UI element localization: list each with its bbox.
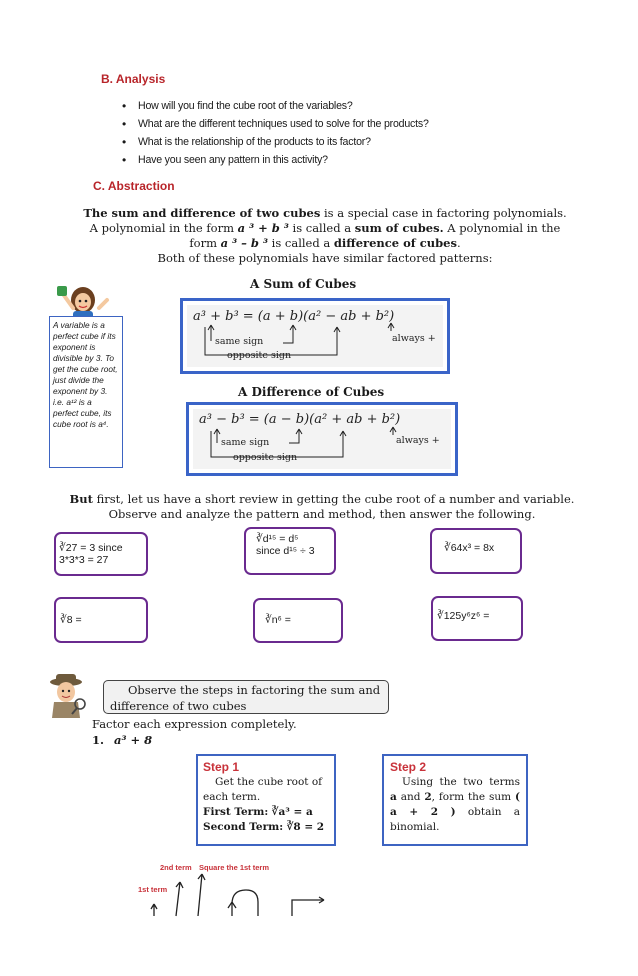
cube-root-exercise-box[interactable]: [253, 598, 343, 643]
analysis-question-list: [120, 97, 480, 169]
step-2-title: Step 2: [390, 760, 427, 774]
difference-of-cubes-formula-card: [186, 402, 458, 476]
abstraction-text: is called a: [288, 221, 355, 235]
item-number: 1.: [92, 733, 105, 747]
difference-form-formula: a ³ – b ³: [220, 236, 268, 250]
sum-of-cubes-title: A Sum of Cubes: [250, 277, 357, 291]
review-line-1: [52, 492, 592, 507]
first-term-label: First Term:: [203, 806, 269, 818]
sum-formula-image: [187, 305, 443, 367]
abstraction-line-4: Both of these polynomials have similar factored patterns:: [157, 251, 493, 265]
first-term-label: 1st term: [138, 885, 168, 894]
exercise-line: ∛125y⁶z⁶ =: [437, 610, 490, 622]
review-bold-word: But: [69, 492, 93, 506]
always-plus-label: always +: [392, 333, 436, 344]
always-plus-label: always +: [396, 435, 440, 446]
sum-of-cubes-formula-card: [180, 298, 450, 374]
example-line: ∛d¹⁵ = d⁵: [256, 533, 299, 545]
example-line: 3*3*3 = 27: [59, 554, 109, 566]
step-1-body: Get the cube root of each term.: [203, 776, 323, 803]
perfect-cube-note: A variable is a perfect cube if its exponent is divisible by 3. To get the cube root, just divide the exponent by 3. i.e. a¹² is a perfect cube, its cube root is a⁴.: [49, 316, 123, 468]
opposite-sign-label: opposite sign: [233, 452, 298, 463]
review-paragraph: [52, 492, 592, 522]
item-expression: a³ + 8: [114, 733, 153, 747]
second-term-label: Second Term:: [203, 821, 284, 833]
exercise-line: ∛8 =: [60, 614, 82, 626]
abstraction-text: is called a: [268, 236, 334, 250]
factoring-arrows-diagram: [140, 868, 340, 918]
sum-of-cubes-term: sum of cubes.: [354, 221, 444, 235]
same-sign-label: same sign: [221, 437, 270, 448]
abstraction-line-3: [60, 236, 590, 251]
first-term-line: [203, 805, 329, 820]
abstraction-heading: C. Abstraction: [93, 179, 175, 193]
step-2-body: [390, 775, 520, 835]
abstraction-text: A polynomial in the form: [89, 221, 238, 235]
opposite-sign-label: opposite sign: [227, 350, 292, 361]
sum-form-formula: a ³ + b ³: [237, 221, 289, 235]
analysis-question: • What are the different techniques used to solve for the products?: [120, 115, 480, 133]
step-2-text: obtain a binomial.: [390, 806, 520, 833]
step-2-text: , form the sum: [431, 791, 516, 803]
steps-callout: Observe the steps in factoring the sum and difference of two cubes: [103, 680, 389, 714]
abstraction-line-1: [60, 206, 590, 221]
abstraction-text: is a special case in factoring polynomials.: [320, 206, 567, 220]
step-2-text: Using the two terms: [402, 776, 520, 788]
sum-formula: a³ + b³ = (a + b)(a² − ab + b²): [193, 309, 395, 324]
cube-root-example-box: [54, 532, 148, 576]
cube-root-example-box: [430, 528, 522, 574]
example-line: ∛64x³ = 8x: [444, 542, 495, 554]
step-2-text: and: [396, 791, 425, 803]
analysis-question: • How will you find the cube root of the variables?: [120, 97, 480, 115]
abstraction-text: A polynomial in the: [443, 221, 561, 235]
example-line: ∛27 = 3 since: [59, 542, 123, 554]
square-first-term-label: Square the 1st term: [199, 863, 270, 872]
factor-instruction: Factor each expression completely.: [92, 717, 297, 731]
step-1-card: [196, 754, 336, 846]
abstraction-line-2: [60, 221, 590, 236]
abstraction-bold-phrase: The sum and difference of two cubes: [83, 206, 321, 220]
difference-of-cubes-title: A Difference of Cubes: [238, 385, 385, 399]
exercise-line: ∛n⁶ =: [265, 614, 291, 626]
step-2-term: 2: [424, 791, 432, 803]
second-term-line: [203, 820, 329, 835]
difference-of-cubes-term: difference of cubes: [333, 236, 457, 250]
step-2-card: [382, 754, 528, 846]
step-2-binomial: ( a + 2 ): [390, 791, 520, 818]
cube-root-example-box: [244, 527, 336, 575]
difference-formula: a³ − b³ = (a − b)(a² + ab + b²): [199, 412, 401, 427]
review-line-2: Observe and analyze the pattern and method, then answer the following.: [108, 507, 536, 521]
first-term-expression: ∛a³ = a: [271, 806, 313, 818]
review-text: first, let us have a short review in getting the cube root of a number and variable.: [92, 492, 575, 506]
cube-root-exercise-box[interactable]: [54, 597, 148, 643]
difference-formula-image: [193, 409, 451, 469]
analysis-question: • What is the relationship of the products to its factor?: [120, 133, 480, 151]
item-1: [92, 733, 152, 747]
second-term-label: 2nd term: [160, 863, 192, 872]
detective-avatar-icon: [44, 672, 90, 718]
cube-root-exercise-box[interactable]: [431, 596, 523, 641]
analysis-question: • Have you seen any pattern in this activity?: [120, 151, 480, 169]
example-line: since d¹⁵ ÷ 3: [256, 545, 315, 557]
abstraction-text: .: [456, 236, 461, 250]
same-sign-label: same sign: [215, 336, 264, 347]
abstraction-text: form: [189, 236, 221, 250]
step-2-term: a: [390, 791, 397, 803]
abstraction-paragraph: [60, 206, 590, 266]
analysis-heading: B. Analysis: [101, 72, 166, 86]
step-1-title: Step 1: [203, 760, 240, 774]
second-term-expression: ∛8 = 2: [286, 821, 325, 833]
teacher-avatar-icon: [55, 284, 111, 320]
